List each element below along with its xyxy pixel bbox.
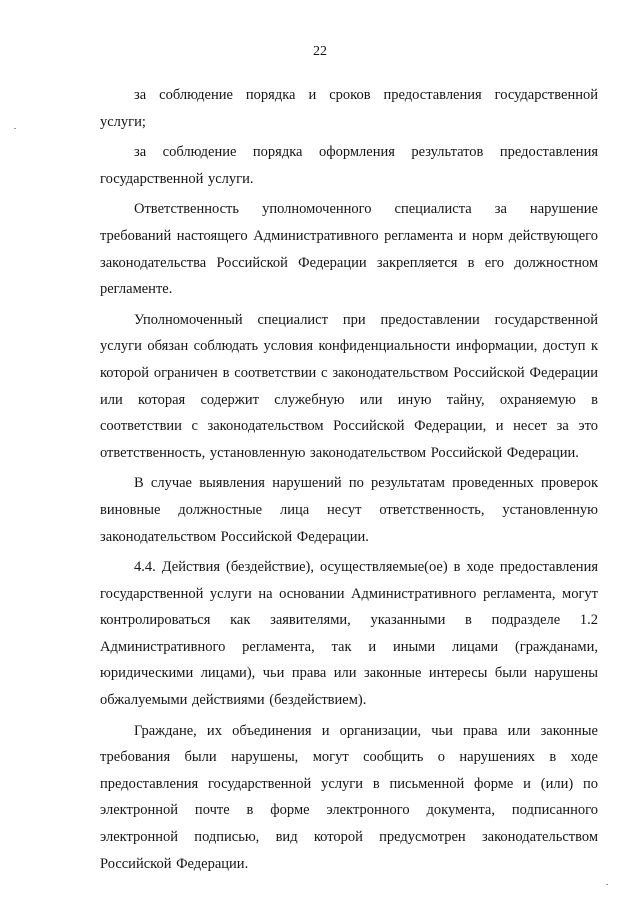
paragraph-1: за соблюдение порядка и сроков предоставления государственной услуги; xyxy=(100,87,598,130)
paragraph-4: Уполномоченный специалист при предоставлении государственной услуги обязан соблюдать условия конфиденциальности информации, доступ к которой ограничен в соответствии с законодательством Российской Федерации или которая содержит служебную или иную тайну, охраняемую в соответствии с законодательством Российской Федерации, и несет за это ответственность, установленную законодательством Российской Федерации. xyxy=(100,311,598,461)
scan-speck xyxy=(606,884,608,885)
document-body xyxy=(100,82,598,881)
paragraph-6-section-4-4: 4.4. Действия (бездействие), осуществляемые(ое) в ходе предоставления государственной услуги на основании Административного регламента, могут контролироваться как заявителями, указанными в подразделе 1.2 Административного регламента, так и иными лицами (гражданами, юридическими лицами), чьи права или законные интересы были нарушены обжалуемыми действиями (бездействием). xyxy=(100,559,598,709)
paragraph-3: Ответственность уполномоченного специалиста за нарушение требований настоящего Административного регламента и норм действующего законодательства Российской Федерации закрепляется в его должностном регламенте. xyxy=(100,201,598,298)
paragraph-7: Граждане, их объединения и организации, чьи права или законные требования были нарушены, могут сообщить о нарушениях в ходе предоставления государственной услуги в письменной форме и (или) по электронной почте в форме электронного документа, подписанного электронной подписью, вид которой предусмотрен законодательством Российской Федерации. xyxy=(100,722,598,872)
page-number: 22 xyxy=(313,44,327,59)
paragraph-5: В случае выявления нарушений по результатам проведенных проверок виновные должностные лица несут ответственность, установленную законодательством Российской Федерации. xyxy=(100,475,598,545)
paragraph-2: за соблюдение порядка оформления результатов предоставления государственной услуги. xyxy=(100,144,598,187)
scan-speck xyxy=(14,128,16,129)
